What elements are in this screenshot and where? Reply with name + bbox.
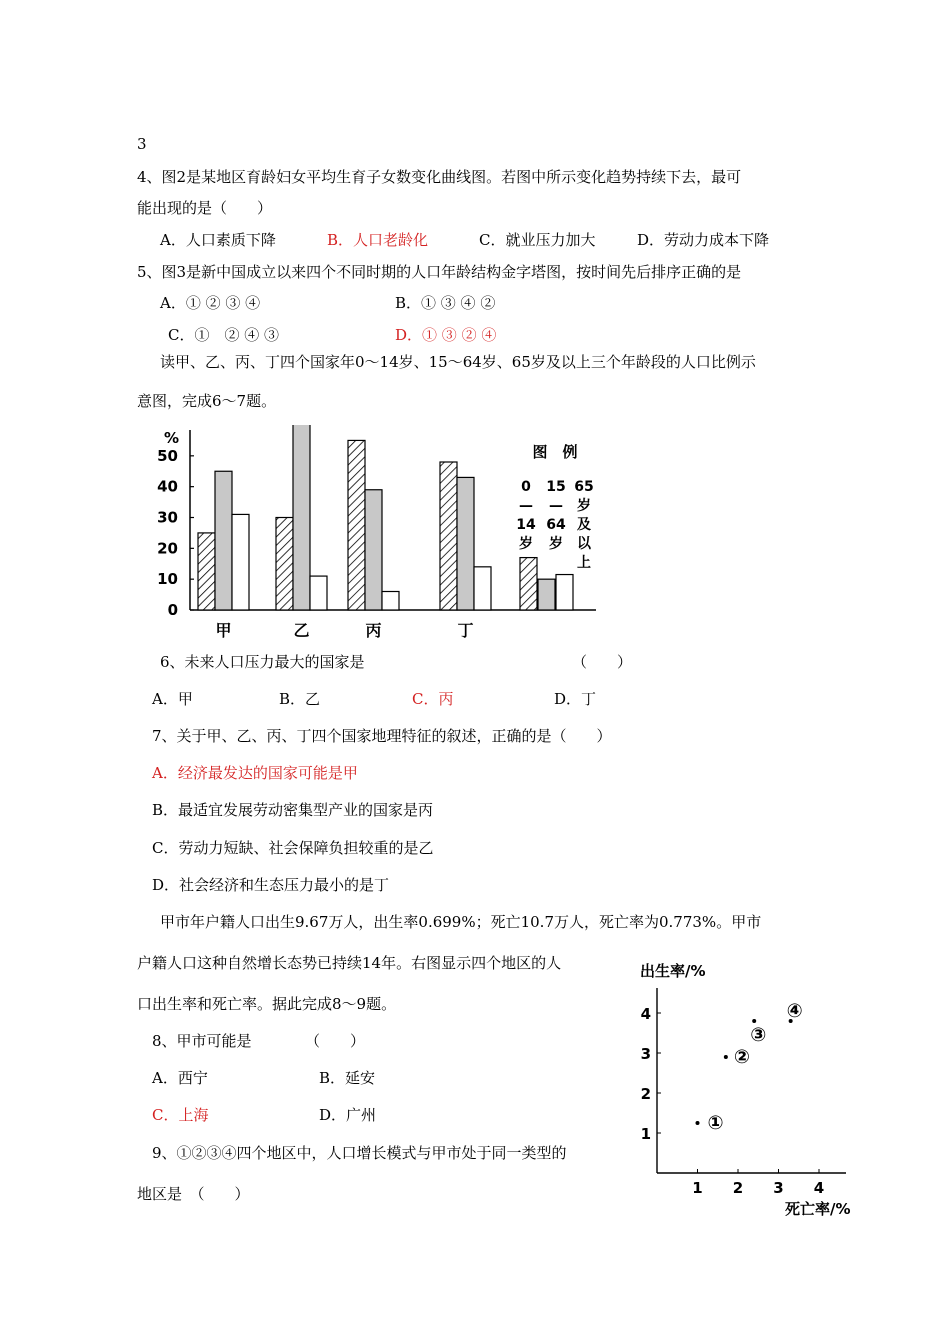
bar-甲-series2	[215, 471, 232, 610]
intro-6-7-line1: 读甲、乙、丙、丁四个国家年0～14岁、15～64岁、65岁及以上三个年龄段的人口比例示	[160, 353, 756, 371]
q7-option-b: B．最适宜发展劳动密集型产业的国家是丙	[152, 801, 434, 819]
legend-label: 0	[521, 479, 531, 495]
y-tick-label: 10	[157, 570, 178, 589]
x-axis-label: 死亡率/%	[785, 1200, 851, 1218]
legend-label: 14	[516, 517, 536, 533]
point-label-3: ③	[750, 1024, 767, 1046]
q5-option-b: B．① ③ ④ ②	[395, 294, 496, 312]
q6-paren: （ ）	[572, 653, 633, 671]
legend-label: 上	[577, 555, 591, 571]
y-tick-label: 50	[157, 446, 178, 465]
point-3	[752, 1019, 756, 1023]
category-label: 乙	[293, 621, 310, 640]
q7-option-d: D．社会经济和生态压力最小的是丁	[152, 876, 390, 894]
birth-death-rate-scatter	[630, 958, 870, 1223]
legend-label: —	[549, 498, 563, 514]
q4-stem-line1: 4、图2是某地区育龄妇女平均生育子女数变化曲线图。若图中所示变化趋势持续下去，最可	[137, 168, 742, 186]
q4-option-a: A．人口素质下降	[160, 231, 276, 249]
bar-丁-series2	[457, 477, 474, 610]
y-axis-label: %	[164, 429, 180, 447]
bar-丙-series1	[348, 440, 365, 610]
q7-option-c: C．劳动力短缺、社会保障负担较重的是乙	[152, 839, 434, 857]
legend-title: 图 例	[532, 443, 578, 461]
intro-8-9-line1: 甲市年户籍人口出生9.67万人，出生率0.699%；死亡10.7万人，死亡率为0.773%。甲市	[160, 913, 762, 931]
legend-swatch-2	[538, 579, 555, 610]
y-tick-label: 0	[167, 601, 178, 619]
x-tick-label: 4	[813, 1179, 825, 1197]
intro-6-7-line2: 意图，完成6～7题。	[137, 392, 277, 410]
q8-stem: 8、甲市可能是	[152, 1032, 252, 1050]
q5-option-a: A．① ② ③ ④	[160, 294, 261, 312]
q8-option-a: A．西宁	[152, 1069, 208, 1087]
y-tick-label: 4	[640, 1005, 651, 1023]
intro-8-9-line3: 口出生率和死亡率。据此完成8～9题。	[137, 995, 397, 1013]
y-tick-label: 40	[157, 477, 178, 496]
q5-stem: 5、图3是新中国成立以来四个不同时期的人口年龄结构金字塔图，按时间先后排序正确的是	[137, 263, 742, 281]
bar-甲-series3	[232, 514, 249, 610]
legend-label: 65	[574, 479, 594, 495]
point-label-1: ①	[707, 1112, 724, 1134]
legend-label: 岁	[577, 498, 591, 514]
q8-option-d: D．广州	[319, 1106, 377, 1124]
bar-乙-series3	[310, 576, 327, 610]
x-tick-label: 1	[692, 1179, 703, 1197]
category-label: 丙	[365, 621, 382, 640]
q4-option-c: C．就业压力加大	[479, 231, 596, 249]
legend-label: 岁	[549, 536, 563, 552]
y-tick-label: 30	[157, 508, 178, 527]
category-label: 丁	[457, 621, 474, 640]
bar-乙-series1	[276, 518, 293, 611]
y-tick-label: 3	[640, 1045, 651, 1063]
y-tick-label: 20	[157, 539, 178, 558]
q6-option-a: A．甲	[152, 690, 193, 708]
legend-label: 64	[546, 517, 566, 533]
bar-丙-series2	[365, 490, 382, 610]
q5-option-d-answer: D．① ③ ② ④	[395, 326, 497, 344]
intro-8-9-line2: 户籍人口这种自然增长态势已持续14年。右图显示四个地区的人	[137, 954, 562, 972]
point-2	[724, 1055, 728, 1059]
age-structure-bar-chart	[150, 425, 620, 645]
y-axis-label: 出生率/%	[640, 962, 706, 980]
point-1	[696, 1121, 700, 1125]
legend-label: 15	[546, 479, 566, 495]
bar-丁-series1	[440, 462, 457, 610]
legend-label: 以	[577, 536, 591, 552]
legend-label: 及	[577, 517, 591, 533]
q8-option-b: B．延安	[319, 1069, 376, 1087]
q6-option-c-answer: C．丙	[412, 690, 454, 708]
category-label: 甲	[215, 621, 232, 640]
legend-label: 岁	[519, 536, 533, 552]
legend-label: —	[519, 498, 533, 514]
y-tick-label: 1	[640, 1125, 651, 1143]
q5-option-c: C．① ② ④ ③	[168, 326, 280, 344]
bar-丙-series3	[382, 592, 399, 611]
legend-swatch-3	[556, 575, 573, 610]
bar-甲-series1	[198, 533, 215, 610]
q8-paren: （ ）	[305, 1032, 366, 1050]
q6-option-d: D．丁	[554, 690, 597, 708]
point-label-2: ②	[733, 1046, 750, 1068]
q4-option-b-answer: B．人口老龄化	[327, 231, 429, 249]
q7-stem: 7、关于甲、乙、丙、丁四个国家地理特征的叙述，正确的是（ ）	[152, 727, 612, 745]
x-tick-label: 2	[732, 1179, 744, 1197]
q6-stem: 6、未来人口压力最大的国家是	[160, 653, 365, 671]
q9-stem-line1: 9、①②③④四个地区中，人口增长模式与甲市处于同一类型的	[152, 1144, 567, 1162]
bar-乙-series2	[293, 425, 310, 610]
y-tick-label: 2	[640, 1085, 651, 1103]
q7-option-a-answer: A．经济最发达的国家可能是甲	[152, 764, 358, 782]
q4-option-d: D．劳动力成本下降	[637, 231, 770, 249]
legend-swatch-1	[520, 558, 537, 610]
q9-stem-line2: 地区是 （ ）	[137, 1185, 250, 1203]
point-label-4: ④	[786, 1000, 803, 1022]
q8-option-c-answer: C．上海	[152, 1106, 209, 1124]
q4-stem-line2: 能出现的是（ ）	[137, 199, 273, 217]
q6-option-b: B．乙	[279, 690, 321, 708]
x-tick-label: 3	[773, 1179, 784, 1197]
page-number: 3	[137, 135, 147, 153]
bar-丁-series3	[474, 567, 491, 610]
